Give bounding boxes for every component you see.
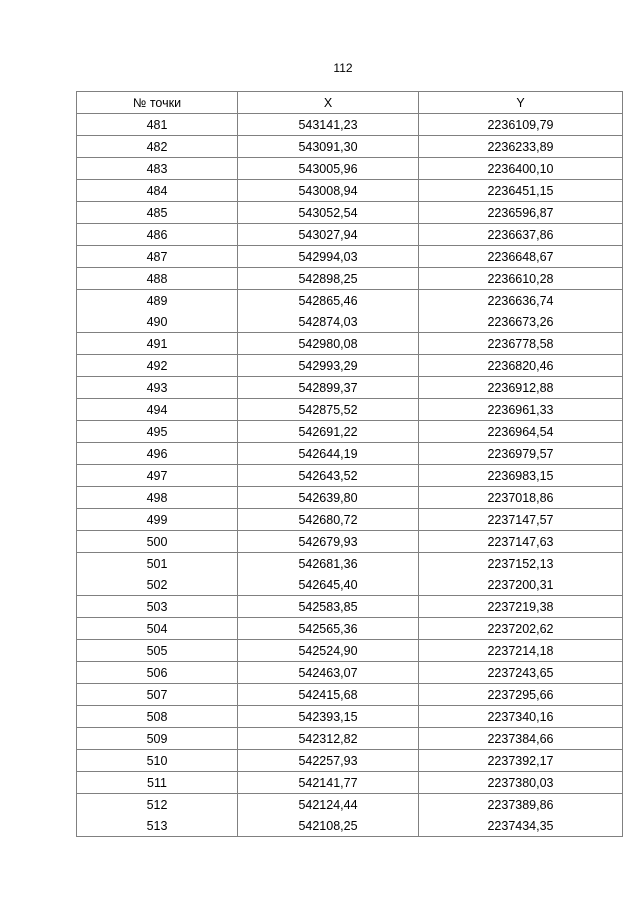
cell-x: 543091,30 — [238, 136, 419, 158]
cell-point-number: 510 — [77, 750, 238, 772]
table-row — [77, 421, 623, 443]
cell-x: 542899,37 — [238, 377, 419, 399]
cell-y: 2237214,18 — [419, 640, 623, 662]
cell-point-number: 496 — [77, 443, 238, 465]
cell-x: 542257,93 — [238, 750, 419, 772]
table-row — [77, 136, 623, 158]
table-header-row — [77, 92, 623, 114]
cell-y: 2237147,63 — [419, 531, 623, 553]
table-body — [77, 114, 623, 837]
table-row — [77, 290, 623, 312]
cell-point-number: 481 — [77, 114, 238, 136]
cell-point-number: 501 — [77, 553, 238, 575]
cell-x: 542645,40 — [238, 574, 419, 596]
cell-x: 542874,03 — [238, 311, 419, 333]
cell-y: 2236964,54 — [419, 421, 623, 443]
cell-x: 542994,03 — [238, 246, 419, 268]
table-row — [77, 355, 623, 377]
table-row — [77, 202, 623, 224]
table-row — [77, 158, 623, 180]
table-row — [77, 246, 623, 268]
cell-x: 542681,36 — [238, 553, 419, 575]
cell-y: 2236451,15 — [419, 180, 623, 202]
cell-x: 542393,15 — [238, 706, 419, 728]
cell-point-number: 489 — [77, 290, 238, 312]
cell-y: 2236636,74 — [419, 290, 623, 312]
cell-x: 542463,07 — [238, 662, 419, 684]
table-row — [77, 553, 623, 575]
cell-point-number: 509 — [77, 728, 238, 750]
column-header-point-number: № точки — [77, 92, 238, 114]
cell-x: 543005,96 — [238, 158, 419, 180]
table-row — [77, 662, 623, 684]
cell-point-number: 482 — [77, 136, 238, 158]
cell-y: 2236610,28 — [419, 268, 623, 290]
cell-y: 2236912,88 — [419, 377, 623, 399]
table-row — [77, 684, 623, 706]
cell-x: 542680,72 — [238, 509, 419, 531]
cell-point-number: 500 — [77, 531, 238, 553]
table-row — [77, 728, 623, 750]
table-row — [77, 772, 623, 794]
cell-point-number: 485 — [77, 202, 238, 224]
cell-point-number: 506 — [77, 662, 238, 684]
cell-y: 2237243,65 — [419, 662, 623, 684]
cell-y: 2236673,26 — [419, 311, 623, 333]
cell-point-number: 491 — [77, 333, 238, 355]
cell-x: 542691,22 — [238, 421, 419, 443]
cell-x: 542124,44 — [238, 794, 419, 816]
column-header-x: X — [238, 92, 419, 114]
table-row — [77, 443, 623, 465]
cell-x: 542312,82 — [238, 728, 419, 750]
cell-x: 542415,68 — [238, 684, 419, 706]
cell-point-number: 486 — [77, 224, 238, 246]
cell-y: 2236233,89 — [419, 136, 623, 158]
table-row — [77, 114, 623, 136]
cell-y: 2237392,17 — [419, 750, 623, 772]
cell-y: 2237380,03 — [419, 772, 623, 794]
cell-y: 2236961,33 — [419, 399, 623, 421]
cell-point-number: 498 — [77, 487, 238, 509]
cell-y: 2237389,86 — [419, 794, 623, 816]
table-row — [77, 618, 623, 640]
table-row — [77, 268, 623, 290]
cell-x: 543008,94 — [238, 180, 419, 202]
table-row — [77, 377, 623, 399]
cell-point-number: 488 — [77, 268, 238, 290]
cell-x: 542865,46 — [238, 290, 419, 312]
table-row — [77, 509, 623, 531]
cell-y: 2237434,35 — [419, 815, 623, 837]
cell-point-number: 504 — [77, 618, 238, 640]
table-row — [77, 574, 623, 596]
cell-y: 2237147,57 — [419, 509, 623, 531]
cell-point-number: 483 — [77, 158, 238, 180]
cell-y: 2236648,67 — [419, 246, 623, 268]
cell-y: 2236778,58 — [419, 333, 623, 355]
cell-x: 542679,93 — [238, 531, 419, 553]
table-row — [77, 531, 623, 553]
cell-x: 542644,19 — [238, 443, 419, 465]
table-row — [77, 794, 623, 816]
cell-y: 2237200,31 — [419, 574, 623, 596]
cell-point-number: 484 — [77, 180, 238, 202]
cell-y: 2236979,57 — [419, 443, 623, 465]
cell-y: 2237384,66 — [419, 728, 623, 750]
cell-point-number: 511 — [77, 772, 238, 794]
cell-x: 542875,52 — [238, 399, 419, 421]
cell-x: 542980,08 — [238, 333, 419, 355]
cell-y: 2237202,62 — [419, 618, 623, 640]
cell-point-number: 495 — [77, 421, 238, 443]
cell-x: 542898,25 — [238, 268, 419, 290]
table-row — [77, 706, 623, 728]
cell-y: 2236820,46 — [419, 355, 623, 377]
table-row — [77, 180, 623, 202]
cell-point-number: 497 — [77, 465, 238, 487]
table-row — [77, 596, 623, 618]
cell-point-number: 499 — [77, 509, 238, 531]
cell-x: 543052,54 — [238, 202, 419, 224]
cell-y: 2236983,15 — [419, 465, 623, 487]
cell-y: 2237152,13 — [419, 553, 623, 575]
cell-x: 542108,25 — [238, 815, 419, 837]
cell-x: 543141,23 — [238, 114, 419, 136]
table-row — [77, 465, 623, 487]
page-number: 112 — [333, 61, 353, 75]
cell-y: 2236400,10 — [419, 158, 623, 180]
cell-point-number: 512 — [77, 794, 238, 816]
cell-point-number: 487 — [77, 246, 238, 268]
cell-point-number: 507 — [77, 684, 238, 706]
cell-y: 2236596,87 — [419, 202, 623, 224]
cell-point-number: 502 — [77, 574, 238, 596]
table-row — [77, 399, 623, 421]
cell-point-number: 513 — [77, 815, 238, 837]
cell-y: 2236637,86 — [419, 224, 623, 246]
column-header-y: Y — [419, 92, 623, 114]
cell-y: 2237340,16 — [419, 706, 623, 728]
cell-x: 542639,80 — [238, 487, 419, 509]
coordinates-table — [76, 91, 623, 837]
cell-point-number: 492 — [77, 355, 238, 377]
table-row — [77, 333, 623, 355]
table-row — [77, 640, 623, 662]
cell-x: 542583,85 — [238, 596, 419, 618]
cell-y: 2237219,38 — [419, 596, 623, 618]
cell-x: 542524,90 — [238, 640, 419, 662]
cell-y: 2237018,86 — [419, 487, 623, 509]
table-row — [77, 487, 623, 509]
table-row — [77, 750, 623, 772]
table-row — [77, 815, 623, 837]
cell-x: 542993,29 — [238, 355, 419, 377]
cell-point-number: 493 — [77, 377, 238, 399]
cell-x: 542565,36 — [238, 618, 419, 640]
cell-x: 543027,94 — [238, 224, 419, 246]
cell-x: 542141,77 — [238, 772, 419, 794]
table-row — [77, 311, 623, 333]
cell-point-number: 505 — [77, 640, 238, 662]
cell-x: 542643,52 — [238, 465, 419, 487]
cell-point-number: 490 — [77, 311, 238, 333]
cell-y: 2236109,79 — [419, 114, 623, 136]
table-row — [77, 224, 623, 246]
cell-point-number: 508 — [77, 706, 238, 728]
cell-point-number: 503 — [77, 596, 238, 618]
cell-y: 2237295,66 — [419, 684, 623, 706]
cell-point-number: 494 — [77, 399, 238, 421]
